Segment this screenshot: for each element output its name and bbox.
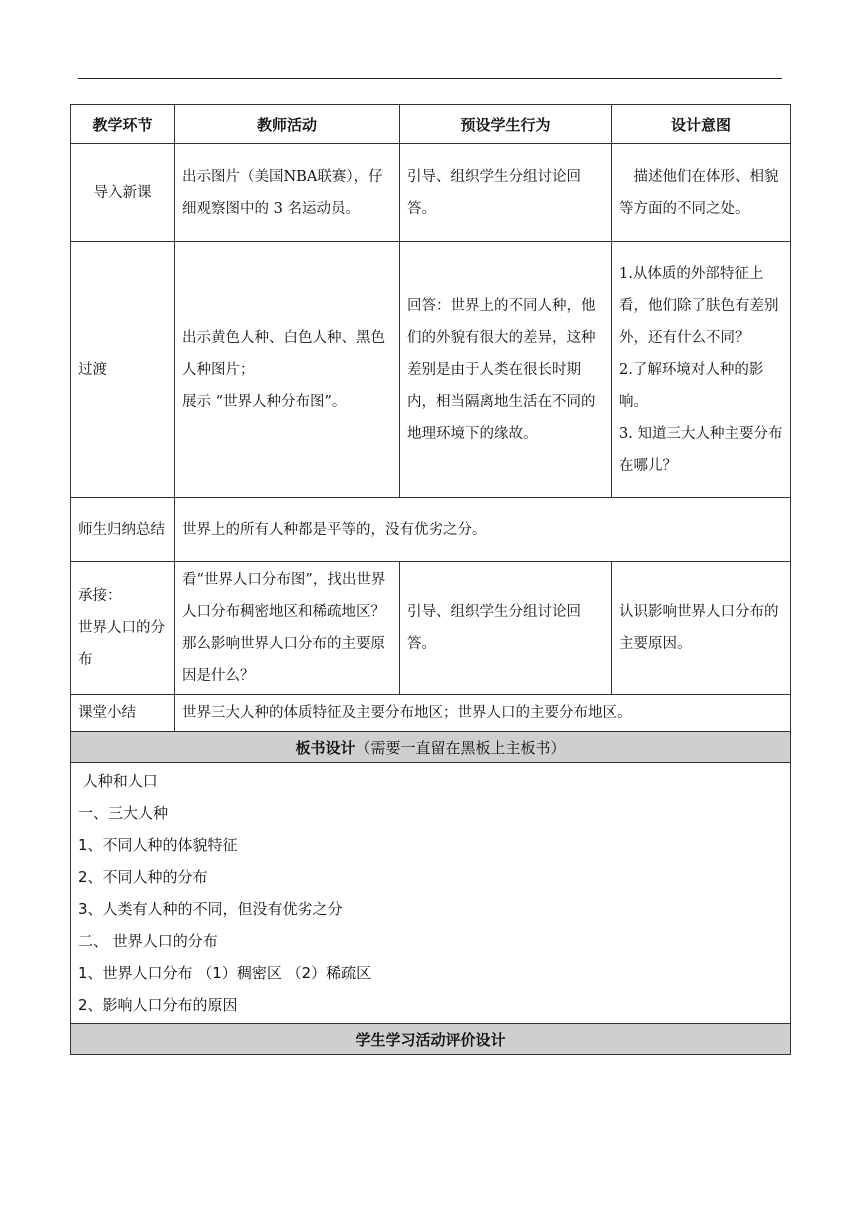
row-student-behavior: 回答：世界上的不同人种，他们的外貌有很大的差异，这种差别是由于人类在很长时期内，相当隔离地生活在不同的地理环境下的缘故。: [400, 242, 612, 498]
row-merged-content: 世界三大人种的体质特征及主要分布地区；世界人口的主要分布地区。: [175, 695, 791, 732]
row-student-behavior: 引导、组织学生分组讨论回答。: [400, 562, 612, 695]
teacher-line: 出示黄色人种、白色人种、黑色人种图片；: [182, 329, 385, 378]
board-content-row: [71, 763, 791, 1024]
board-design-bar: [71, 732, 791, 763]
board-line: 二、 世界人口的分布: [78, 932, 218, 950]
intent-line: 2.了解环境对人种的影响。: [619, 361, 764, 410]
stage-line: 世界人口的分布: [78, 620, 165, 668]
row-merged-content: 世界上的所有人种都是平等的，没有优劣之分。: [175, 498, 791, 562]
stage-line: 承接：: [78, 588, 122, 604]
row-design-intent: [612, 242, 791, 498]
row-stage: 过渡: [71, 242, 175, 498]
lesson-plan-table: [70, 104, 791, 1055]
row-student-behavior: 引导、组织学生分组讨论回答。: [400, 144, 612, 242]
table-row: [71, 498, 791, 562]
board-line: 3、人类有人种的不同，但没有优劣之分: [78, 900, 343, 918]
table-row: [71, 144, 791, 242]
board-line: 2、不同人种的分布: [78, 868, 208, 886]
evaluation-bar: [71, 1024, 791, 1055]
row-design-intent: 描述他们在体形、相貌等方面的不同之处。: [612, 144, 791, 242]
board-design-note: （需要一直留在黑板上主板书）: [355, 738, 566, 757]
header-design-intent: 设计意图: [612, 105, 791, 144]
row-stage: 导入新课: [71, 144, 175, 242]
table-row: [71, 242, 791, 498]
board-design-heading: [71, 732, 791, 763]
row-stage: 师生归纳总结: [71, 498, 175, 562]
table-header-row: [71, 105, 791, 144]
header-teacher-activity: 教师活动: [175, 105, 400, 144]
header-student-behavior: 预设学生行为: [400, 105, 612, 144]
table-row: [71, 695, 791, 732]
row-teacher-activity: [175, 242, 400, 498]
page-header-rule: [78, 78, 782, 79]
board-line: 1、不同人种的体貌特征: [78, 836, 238, 854]
board-line: 人种和人口: [78, 772, 158, 790]
row-stage: 课堂小结: [71, 695, 175, 732]
board-line: 1、世界人口分布 （1）稠密区 （2）稀疏区: [78, 964, 372, 982]
row-stage: [71, 562, 175, 695]
board-content: [71, 763, 791, 1024]
row-teacher-activity: 出示图片（美国NBA联赛），仔细观察图中的 3 名运动员。: [175, 144, 400, 242]
board-line: 2、影响人口分布的原因: [78, 996, 238, 1014]
table-row: [71, 562, 791, 695]
intent-line: 3. 知道三大人种主要分布在哪儿？: [619, 425, 783, 474]
board-line: 一、三大人种: [78, 804, 169, 822]
evaluation-title: 学生学习活动评价设计: [71, 1024, 791, 1055]
teacher-line: 展示 “世界人种分布图”。: [182, 393, 347, 410]
row-design-intent: 认识影响世界人口分布的主要原因。: [612, 562, 791, 695]
board-design-title: 板书设计: [295, 738, 356, 757]
row-teacher-activity: 看“世界人口分布图”，找出世界人口分布稠密地区和稀疏地区？那么影响世界人口分布的主要原因是什么？: [175, 562, 400, 695]
intent-line: 1.从体质的外部特征上看，他们除了肤色有差别外，还有什么不同？: [619, 265, 779, 346]
header-stage: 教学环节: [71, 105, 175, 144]
